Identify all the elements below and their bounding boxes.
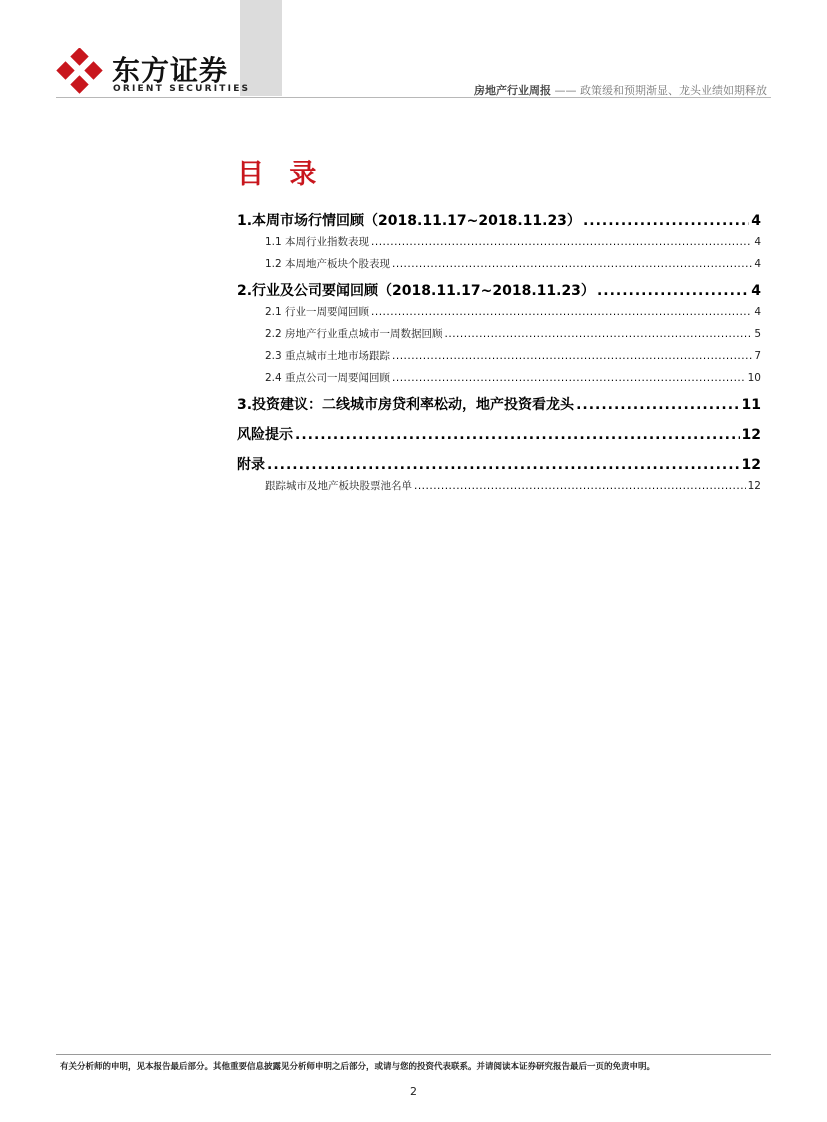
toc-leader-dots bbox=[267, 457, 740, 473]
toc-entry-text: 跟踪城市及地产板块股票池名单 bbox=[265, 480, 412, 492]
report-header bbox=[474, 82, 767, 98]
logo-english-text: ORIENT SECURITIES bbox=[113, 84, 251, 94]
toc-entry-page: 4 bbox=[751, 283, 761, 299]
toc-leader-dots bbox=[576, 397, 739, 413]
toc-entry-subsection[interactable] bbox=[237, 348, 761, 363]
footer-divider bbox=[56, 1054, 771, 1055]
toc-entry-subsection[interactable] bbox=[237, 304, 761, 319]
toc-leader-dots bbox=[295, 427, 740, 443]
toc-entry-section[interactable] bbox=[237, 454, 761, 474]
toc-entry-text: 2.2 房地产行业重点城市一周数据回顾 bbox=[265, 328, 443, 340]
toc-entry-text: 2.4 重点公司一周要闻回顾 bbox=[265, 372, 391, 384]
toc-entry-text: 1.1 本周行业指数表现 bbox=[265, 236, 370, 248]
toc-entry-section[interactable] bbox=[237, 394, 761, 414]
header-divider bbox=[56, 97, 771, 98]
toc-entry-text: 风险提示 bbox=[237, 427, 293, 443]
toc-entry-subsection[interactable] bbox=[237, 256, 761, 271]
toc-leader-dots bbox=[392, 258, 752, 270]
toc-entry-text: 3.投资建议：二线城市房贷利率松动，地产投资看龙头 bbox=[237, 397, 575, 413]
toc-entry-text: 2.3 重点城市土地市场跟踪 bbox=[265, 350, 391, 362]
toc-entry-text: 2.1 行业一周要闻回顾 bbox=[265, 306, 370, 318]
logo-mark-icon bbox=[56, 48, 104, 96]
toc-entry-text: 1.2 本周地产板块个股表现 bbox=[265, 258, 391, 270]
toc-leader-dots bbox=[371, 236, 752, 248]
toc-leader-dots bbox=[392, 372, 746, 384]
toc-entry-subsection[interactable] bbox=[237, 234, 761, 249]
toc-leader-dots bbox=[414, 480, 746, 492]
toc-entry-page: 4 bbox=[754, 258, 761, 270]
toc-entry-text: 2.行业及公司要闻回顾（2018.11.17~2018.11.23） bbox=[237, 283, 595, 299]
toc-entry-page: 7 bbox=[754, 350, 761, 362]
toc-entry-page: 12 bbox=[741, 457, 761, 473]
toc-entry-section[interactable] bbox=[237, 424, 761, 444]
header-separator: —— bbox=[551, 84, 580, 97]
report-subtitle: 政策缓和预期渐显、龙头业绩如期释放 bbox=[580, 84, 767, 97]
toc-entry-subsection[interactable] bbox=[237, 326, 761, 341]
toc-entry-page: 4 bbox=[754, 236, 761, 248]
toc-entry-page: 4 bbox=[754, 306, 761, 318]
toc-entry-subsection[interactable] bbox=[237, 478, 761, 493]
toc-entry-section[interactable] bbox=[237, 280, 761, 300]
toc-leader-dots bbox=[597, 283, 749, 299]
logo-chinese-text: 东方证券 bbox=[112, 54, 229, 87]
toc-entry-page: 11 bbox=[741, 397, 761, 413]
footer-disclaimer: 有关分析师的申明，见本报告最后部分。其他重要信息披露见分析师申明之后部分，或请与您的投资代表联系。并请阅读本证券研究报告最后一页的免责申明。 bbox=[60, 1062, 656, 1072]
toc-entry-subsection[interactable] bbox=[237, 370, 761, 385]
report-type: 房地产行业周报 bbox=[474, 84, 551, 97]
toc-entry-page: 5 bbox=[754, 328, 761, 340]
toc-title: 目 录 bbox=[237, 159, 325, 190]
toc-leader-dots bbox=[392, 350, 752, 362]
page-number: 2 bbox=[410, 1085, 417, 1098]
company-logo bbox=[56, 48, 251, 98]
toc-entry-page: 12 bbox=[741, 427, 761, 443]
toc-entry-text: 附录 bbox=[237, 457, 265, 473]
header-tab-decoration bbox=[240, 0, 282, 96]
toc-entry-text: 1.本周市场行情回顾（2018.11.17~2018.11.23） bbox=[237, 213, 581, 229]
toc-leader-dots bbox=[371, 306, 752, 318]
toc-entry-page: 10 bbox=[747, 372, 761, 384]
toc-entry-section[interactable] bbox=[237, 210, 761, 230]
toc-entry-page: 12 bbox=[747, 480, 761, 492]
toc-entry-page: 4 bbox=[751, 213, 761, 229]
toc-leader-dots bbox=[445, 328, 753, 340]
toc-leader-dots bbox=[583, 213, 749, 229]
